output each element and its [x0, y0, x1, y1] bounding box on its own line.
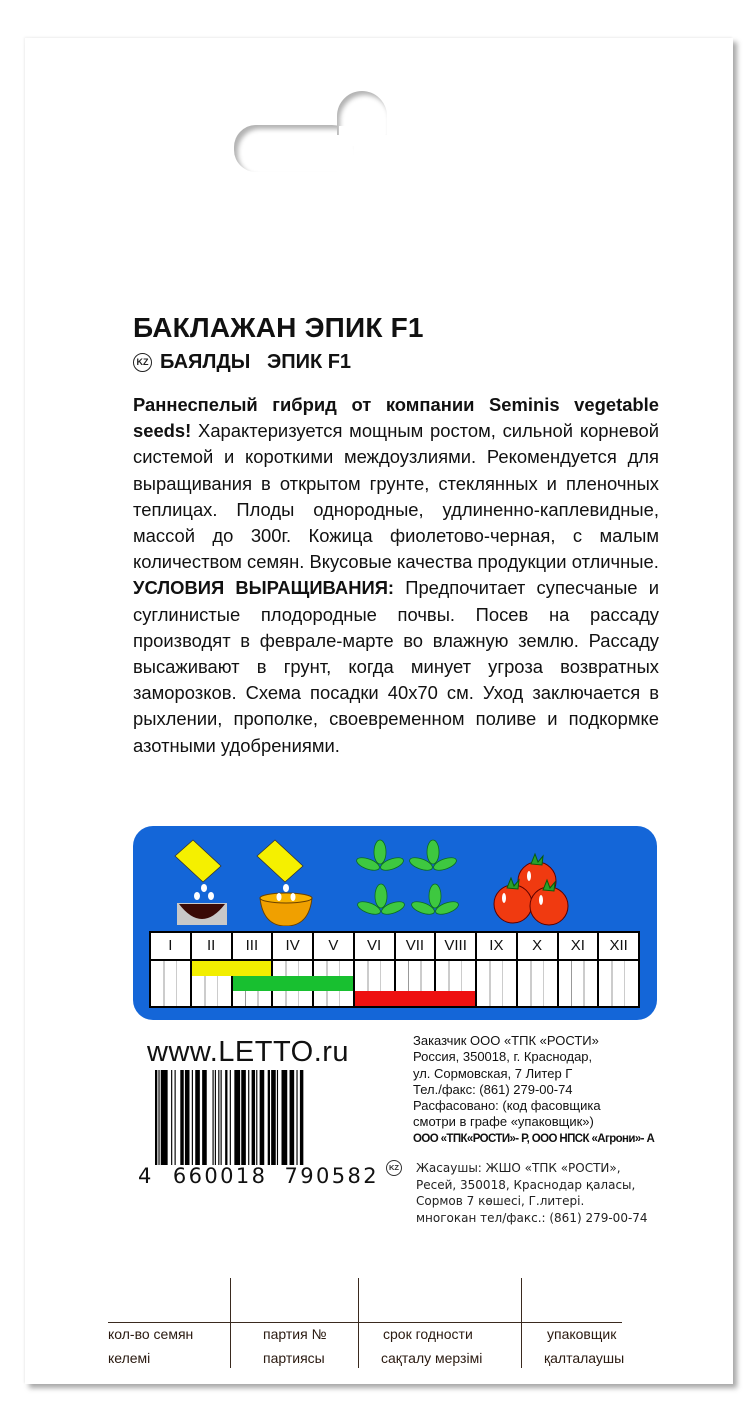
barcode-digits	[138, 1164, 379, 1188]
tomatoes-icon	[494, 854, 568, 925]
contact-line: смотри в графе «упаковщик»)	[413, 1114, 594, 1130]
sowing-period-bar	[192, 961, 272, 976]
seed-count-label: кол-во семян	[108, 1326, 194, 1342]
batch-number-label-kz: партиясы	[263, 1350, 325, 1366]
packer-label-kz: қалталаушы	[544, 1350, 625, 1366]
month-label: XI	[559, 933, 598, 959]
hang-hole	[234, 125, 354, 172]
barcode-lead-digit: 4	[138, 1164, 154, 1188]
month-label: VI	[355, 933, 394, 959]
hang-hole-join	[339, 126, 385, 146]
contact-line: Россия, 350018, г. Краснодар,	[413, 1049, 593, 1065]
month-label: VII	[396, 933, 435, 959]
month-calendar	[149, 931, 640, 1008]
packer-label: упаковщик	[547, 1326, 617, 1342]
month-label: VIII	[436, 933, 475, 959]
description-paragraph	[133, 392, 659, 575]
seed-count-label-kz: келемі	[108, 1350, 151, 1366]
growing-calendar-panel	[133, 826, 657, 1020]
seedlings-period-bar	[233, 976, 353, 991]
batch-number-label: партия №	[263, 1326, 327, 1342]
kz-language-icon: KZ	[133, 353, 152, 372]
contact-line: ул. Сормовская, 7 Литер Г	[413, 1065, 573, 1081]
month-label: IX	[477, 933, 516, 959]
contact-line: ООО «ТПК«РОСТИ»- Р, ООО НПСК «Агрони»- А	[413, 1132, 655, 1145]
divider	[358, 1278, 359, 1368]
manufacturer-info-kz	[416, 1160, 648, 1226]
month-cell	[599, 961, 638, 1006]
month-label: XII	[599, 933, 638, 959]
conditions-paragraph	[133, 575, 659, 758]
conditions-label: УСЛОВИЯ ВЫРАЩИВАНИЯ:	[133, 577, 395, 599]
contact-line: Расфасовано: (код фасовщика	[413, 1098, 601, 1114]
seed-packet-pot-icon	[257, 840, 312, 926]
intro-text: Характеризуется мощным ростом, сильной корневой системой и короткими междоузлиями. Рекомендуется для выращивания в открытом грунте, стеклянных и пленочных теплицах. Плоды однородные, удлиненно-каплевидные, массой до 300г. Кожица фиолетово-черная, с малым количеством семян. Вкусовые качества продукции отличные.	[133, 420, 659, 573]
kz-language-icon: KZ	[386, 1160, 402, 1176]
month-cell	[151, 961, 190, 1006]
product-subtitle-kz	[133, 351, 351, 374]
contact-line: Тел./факс: (861) 279-00-74	[413, 1081, 573, 1097]
expiry-label-kz: сақталу мерзімі	[381, 1350, 483, 1366]
month-label: III	[233, 933, 272, 959]
seedlings-icon	[355, 840, 460, 917]
contact-line: Жасаушы: ЖШО «ТПК «РОСТИ»,	[416, 1161, 621, 1175]
product-title: БАКЛАЖАН ЭПИК F1	[133, 312, 424, 343]
harvest-period-bar	[355, 991, 475, 1006]
month-label: X	[518, 933, 557, 959]
month-header-row	[151, 933, 638, 959]
month-cell	[518, 961, 557, 1006]
month-cell	[559, 961, 598, 1006]
contact-line: Заказчик ООО «ТПК «РОСТИ»	[413, 1033, 599, 1048]
seed-packet-tray-icon	[175, 840, 227, 925]
month-label: IV	[273, 933, 312, 959]
contact-line: Ресей, 350018, Краснодар қаласы,	[416, 1177, 636, 1192]
barcode-group-1: 660018	[172, 1164, 268, 1188]
divider	[108, 1322, 622, 1323]
month-label: V	[314, 933, 353, 959]
description	[133, 392, 659, 759]
divider	[521, 1278, 522, 1368]
month-cell	[477, 961, 516, 1006]
subtitle-text: БАЯЛДЫ ЭПИК F1	[160, 351, 352, 373]
conditions-text: Предпочитает супесчаные и суглинистые плодородные почвы. Посев на рассаду производят в феврале-марте во влажную землю. Рассаду высаживают в грунт, когда минует угроза возвратных заморозков. Схема посадки 40х70 см. Уход заключается в рыхлении, прополке, своевременном поливе и подкормке азотными удобрениями.	[133, 577, 659, 756]
divider	[230, 1278, 231, 1368]
calendar-icons	[133, 826, 657, 926]
month-label: II	[192, 933, 231, 959]
manufacturer-info-ru	[413, 1033, 654, 1147]
barcode-group-2: 790582	[284, 1164, 380, 1188]
contact-line: Сормов 7 көшесі, Г.литері.	[416, 1194, 585, 1208]
contact-line: многокан тел/факс.: (861) 279-00-74	[416, 1210, 648, 1225]
intro-bold: Раннеспелый гибрид от компании Seminis vegetable seeds!	[133, 394, 659, 442]
website-link[interactable]: www.LETTO.ru	[147, 1036, 350, 1068]
month-label: I	[151, 933, 190, 959]
expiry-label: срок годности	[383, 1326, 473, 1342]
barcode	[155, 1070, 373, 1165]
